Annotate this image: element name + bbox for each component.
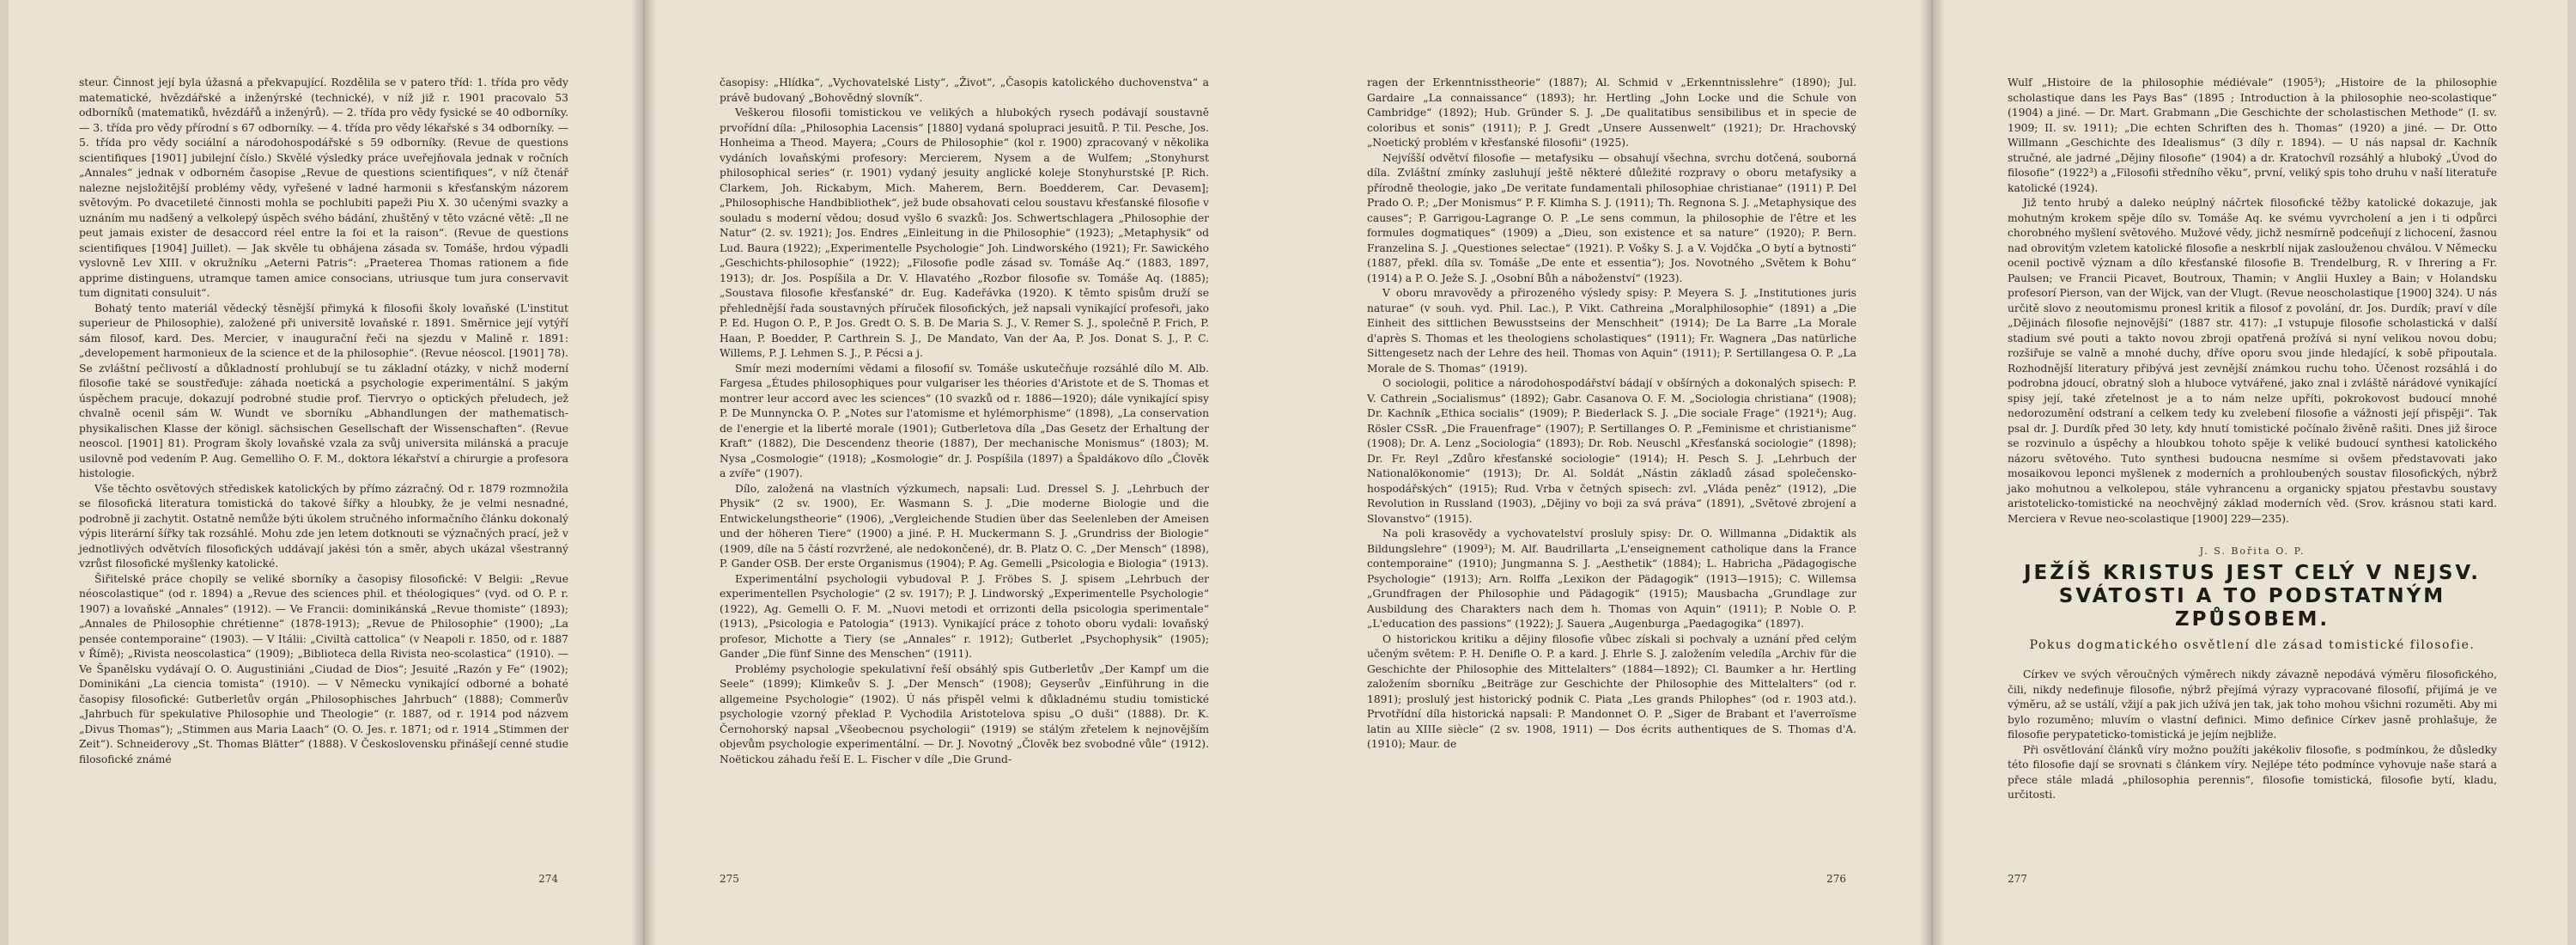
paragraph: Šiřitelské práce chopily se veliké sborníky a časopisy filosofické: V Belgii: „Revue néoscolastique“ (od r. 1894) a „Revue des sciences phil. et théologiques“ (vyd. od O. P. r. 1907) a lovaňské „Annales“ (1912). — Ve Francii: dominikánská „Revue thomiste“ (1893); „Annales de Philosophie chrétienne“ (1878-1913); „Revue de Philosophie“ (1900); „La pensée contemporaine“ (1903). — V Itálii: „Civiltà cattolica“ (v Neapoli r. 1850, od r. 1887 v Římě); „Rivista neoscolastica“ (1909); „Biblioteca della Rivista neo-scolastica“ (1910). — Ve Španělsku vydávají O. O. Augustiniáni „Ciudad de Dios“; Jesuité „Razón y Fe“ (1902); Dominikáni „La ciencia tomista“ (1910). — V Německu vynikající odborné a bohaté časopisy filosofické: Gutberletův orgán „Philosophisches Jahrbuch“ (1888); Commerův „Jahrbuch für spekulative Philosophie und Theologie“ (r. 1887, od r. 1914 pod názvem „Divus Thomas“); „Stimmen aus Maria Laach“ (O. O. Jes. r. 1871; od r. 1914 „Stimmen der Zeit“). Schneiderovy „St. Thomas Blätter“ (1888). V Československu přinášejí cenné studie filosofické známé: [79, 572, 568, 765]
paragraph: V oboru mravovědy a přirozeného výsledy spisy: P. Meyera S. J. „Institutiones juris naturae“ (v souh. vyd. Phil. Lac.), P. Vikt. Cathreina „Moralphilosophie“ (1891) a „Die Einheit des sittlichen Bewusstseins der Menschheit“ (1914); De La Barre „La Morale d'après S. Thomas et les theologiens scholastiques“ (1911); Fr. Wagnera „Das natürliche Sittengesetz nach der Lehre des heil. Thomas von Aquin“ (1911); P. Sertillangesa O. P. „La Morale de S. Thomas“ (1919).: [1367, 287, 1856, 375]
page-276: [1288, 0, 1932, 945]
page-text-column: [1367, 76, 1856, 753]
page-277: [1932, 0, 2576, 945]
paragraph: Vše těchto osvětových střediskek katolických by přímo zázračný. Od r. 1879 rozmnožila se filosofická literatura tomistická do takové šířky a hloubky, že je velmi nesnadné, podrobně ji zachytit. Ostatně nemůže býti úkolem stručného informačního článku dokonalý výpis literární šířky tak rozsáhlé. Mohu zde jen letem dotknouti se význačných prací, jež v jednotlivých odvětvích filosofických uddávají jakési tón a směr, abych ukázal všestranný vzrůst filosofické myšlenky katolické.: [79, 482, 568, 570]
paragraph: Wulf „Histoire de la philosophie médiévale“ (1905³); „Histoire de la philosophie scholastique dans les Pays Bas“ (1895 ; Introduction à la philosophie neo-scolastique“ (1904) a jiné. — Dr. Mart. Grabmann „Die Geschichte der scholastischen Methode“ (I. sv. 1909; II. sv. 1911); „Die echten Schriften des h. Thomas“ (1920) a jiné. — Dr. Otto Willmann „Geschichte des Idealismus“ (3 díly r. 1894). — U nás napsal dr. Kachník stručné, ale jadrné „Dějiny filosofie“ (1904) a dr. Kratochvíl rozsáhlý a hluboký „Úvod do filosofie“ (1922³) a „Filosofii středního věku“, první, veliký spis toho druhu v naší literatuře katolické (1924).: [2008, 76, 2497, 194]
paragraph: Na poli krasovědy a vychovatelství prosluly spisy: Dr. O. Willmanna „Didaktik als Bildungslehre“ (1909³); M. Alf. Baudrillarta „L'enseignement catholique dans la France contemporaine“ (1910); Jungmanna S. J. „Aesthetik“ (1884); L. Habricha „Pädagogische Psychologie“ (1913); Arn. Rolffa „Lexikon der Pädagogik“ (1913—1915); C. Willemsa „Grundfragen der Philosophie und Pädagogik“ (1915); Mausbacha „Grundlage zur Ausbildung des Charakters nach dem h. Thomas von Aquin“ (1911); P. Noble O. P. „L'education des passions“ (1922); J. Sauera „Augenburga „Paedagogika“ (1897).: [1367, 527, 1856, 630]
page-number: 274: [538, 873, 558, 885]
paragraph: Při osvětlování článků víry možno použíti jakékoliv filosofie, s podmínkou, že důsledky této filosofie dají se srovnati s článkem víry. Nejlépe této podmínce vyhovuje naše stará a přece stále mladá „philosophia perennis“, filosofie tomistická, filosofie bytí, kladu, určitosti.: [2008, 743, 2497, 801]
page-274: [0, 0, 644, 945]
page-text-column: [720, 76, 1209, 767]
page-275: [644, 0, 1288, 945]
page-text-column: [79, 76, 568, 767]
page-number: 275: [720, 873, 739, 885]
paragraph: O sociologii, politice a národohospodářství bádají v obšírných a dokonalých spisech: P. V. Cathrein „Socialismus“ (1892); Gabr. Casanova O. F. M. „Sociologia christiana“ (1908); Dr. Kachník „Ethica socialis“ (1909); P. Biederlack S. J. „Die sociale Frage“ (1921⁴); Aug. Rösler CSsR. „Die Frauenfrage“ (1907); P. Sertillanges O. P. „Feminisme et christianisme“ (1908); Dr. A. Lenz „Sociologia“ (1893); Dr. Rob. Neuschl „Křesťanská sociologie“ (1898); Dr. Fr. Reyl „Zdůro křesťanské sociologie“ (1914); H. Pesch S. J. „Lehrbuch der Nationalökonomie“ (1913); Dr. Al. Soldát „Nástin základů zásad společensko-hospodářských“ (1915); Rud. Vrba v četných spisech: zvl. „Vláda peněz“ (1912), „Die Revolution in Russland (1903), „Dějiny vo boji za svá práva“ (1891), „Světové zbrojení a Slovanstvo“ (1915).: [1367, 377, 1856, 525]
page-edge-shadow: [2567, 0, 2576, 945]
page-number: 277: [2008, 873, 2027, 885]
article-byline: J. S. Bořita O. P.: [2199, 546, 2306, 557]
page-edge-shadow: [0, 0, 9, 945]
paragraph: Dílo, založená na vlastních výzkumech, napsali: Lud. Dressel S. J. „Lehrbuch der Physik“ (2 sv. 1900), Er. Wasmann S. J. „Die moderne Biologie und die Entwickelungstheorie“ (1906), „Vergleichende Studien über das Seelenleben der Ameisen und der höheren Tiere“ (1900) a jiné. P. H. Muckermann S. J. „Grundriss der Biologie“ (1909, díle na 5 částí rozvržené, ale nedokončené), dr. B. Platz O. C. „Der Mensch“ (1898), P. Gander OSB. Der erste Organismus (1904); P. Ag. Gemelli „Psicologia e Biologia“ (1913).: [720, 482, 1209, 570]
page-number: 276: [1826, 873, 1846, 885]
paragraph: Problémy psychologie spekulativní řeší obsáhlý spis Gutberletův „Der Kampf um die Seele“ (1899); Klimkeův S. J. „Der Mensch“ (1908); Geyserův „Einführung in die allgemeine Psychologie“ (1902). Ú nás přispěl velmi k důkladnému studiu tomistické psychologie vzorný překlad P. Vychodila Aristotelova spisu „O duši“ (1888). Dr. K. Černohorský napsal „Všeobecnou psychologii“ (1919) se stálým zřetelem k nejnovějším objevům psychologie experimentální. — Dr. J. Novotný „Člověk bez svobodné vůle“ (1912). Noëtickou záhadu řeší E. L. Fischer v díle „Die Grund-: [720, 662, 1209, 765]
paragraph: Bohatý tento materiál vědecký těsnější přimyká k filosofii školy lovaňské (L'institut superieur de Philosophie), založené při universitě lovaňské r. 1891. Směrnice její vytýří sám filosof, kard. Des. Mercier, v inaugurační řeči na sjezdu v Malině r. 1891: „developement harmonieux de la science et de la philosophie“. (Revue néoscol. [1901] 78). Se zvláštní pečlivostí a důkladností prohlubují se tu základní otázky, v nichž moderní filosofie také se soustřeďuje: záhada noetická a psychologie experimentální. S jakým úspěchem pracuje, dokazují podrobné studie prof. Tiervryo o optických přeludech, jež chvalně ocenil sám W. Wundt ve sborníku „Abhandlungen der mathematisch-physikalischen Klasse der königl. sächsischen Gesellschaft der Wissenschaften“. (Revue neoscol. [1901] 81). Program školy lovaňské vzala za svůj universita milánská a pracuje usilovně pod vedením P. Aug. Gemelliho O. F. M., doktora lékařství a chirurgie a profesora histologie.: [79, 302, 568, 479]
paragraph: Smír mezi moderními vědami a filosofií sv. Tomáše uskutečňuje rozsáhlé dílo M. Alb. Fargesa „Études philosophiques pour vulgariser les théories d'Aristote et de S. Thomas et montrer leur accord avec les sciences“ (10 svazků od r. 1886—1920); dále vynikající spisy P. De Munnyncka O. P. „Notes sur l'atomisme et hylémorphisme“ (1898), „La conservation de l'energie et la liberté morale (1901); Gutberletova díla „Das Gesetz der Erhaltung der Kraft“ (1882), Die Descendenz theorie (1887), Der mechanische Monismus“ (1803); M. Nysa „Cosmologie“ (1918); „Kosmologie“ dr. J. Pospíšila (1897) a Špaldákovo dílo „Člověk a zvíře“ (1907).: [720, 362, 1209, 479]
paragraph: Experimentální psychologii vybudoval P. J. Fröbes S. J. spisem „Lehrbuch der experimentellen Psychologie“ (2 sv. 1917); P. J. Lindworský „Experimentelle Psychologie“ (1922), Ag. Gemelli O. F. M. „Nuovi metodi et orrizonti della psicologia sperimentale“ (1913), „Psicologia e Patologia“ (1913). Vynikající práce z tohoto oboru vydali: lovaňský profesor, Michotte a Tiery (se „Annales“ r. 1912); Gutberlet „Psychophysik“ (1905); Gander „Die fünf Sinne des Menschen“ (1911).: [720, 572, 1209, 660]
article-title: JEŽÍŠ KRISTUS JEST CELÝ V NEJSV. SVÁTOSTI A TO PODSTATNÝM ZPŮSOBEM.: [2024, 562, 2481, 631]
paragraph: Veškerou filosofii tomistickou ve velikých a hlubokých rysech podávají soustavně prvořídní díla: „Philosophia Lacensis“ [1880] vydaná spolupraci jesuitů. P. Til. Pesche, Jos. Honheima a Theod. Mayera; „Cours de Philosophie“ (kol r. 1900) zpracovaný v několika vydáních lovaňskými profesory: Mercierem, Nysem a de Wulfem; „Stonyhurst philosophical series“ (r. 1901) vydaný jesuity anglické koleje Stonyhurstské [P. Rich. Clarkem, Joh. Rickabym, Mich. Maherem, Bern. Boedderem, Car. Devasem]; „Philosophische Handbibliothek“, jež bude obsahovati celou soustavu křesťanské filosofie v souladu s moderní vědou; dosud vyšlo 6 svazků: Jos. Schwertschlagera „Philosophie der Natur“ (2. sv. 1921); Jos. Endres „Einleitung in die Philosophie“ (1923); „Metaphysik“ od Lud. Baura (1922); „Experimentelle Psychologie“ Joh. Lindworského (1921); Fr. Sawického „Geschichts-philosophie“ (1922); „Filosofie podle zásad sv. Tomáše Aq.“ (1883, 1897, 1913); dr. Jos. Pospíšila a Dr. V. Hlavatého „Rozbor filosofie sv. Tomáše Aq. (1885); „Soustava filosofie křesťanské“ dr. Eug. Kadeřávka (1920). K těmto spisům druží se přehlednější řada soustavných příruček filosofických, jež napsali vynikající profesoři, jako P. Ed. Hugon O. P., P. Jos. Gredt O. S. B. De Maria S. J., V. Remer S. J., společně P. Frich, P. Haan, P. Boedder, P. Carthrein S. J., De Mandato, Van der Aa, P. Jos. Donat S. J., P. C. Willems, P. J. Lehmen S. J., P. Pécsi a j.: [720, 107, 1209, 359]
paragraph: steur. Činnost její byla úžasná a překvapující. Rozdělila se v patero tříd: 1. třída pro vědy matematické, hvězdářské a inženýrské (technické), v níž již r. 1901 pracovalo 53 odborníků (matematiků, hvězdářů a inženýrů). — 2. třída pro vědy fysické se 40 odborníky. — 3. třída pro vědy přírodní s 67 odborníky. — 4. třída pro vědy lékařské s 34 odborníky. — 5. třída pro vědy sociální a národohospodářské s 59 odborníky. (Revue de questions scientifiques [1901] jubilejní číslo.) Skvělé výsledky práce uveřejňovala jednak v ročních „Annales“ jednak v odborném časopise „Revue de questions scientifiques“, v níž čtenář nalezne nejsložitější problémy vědy, vyřešené v ladné harmonii s křesťanským názorem světovým. Po dvacetileté činnosti mohla se pochlubiti papeži Piu X. 30 učenými svazky a uznáním mu nadšený a velkolepý úspěch svého bádání, zhuštěný v těto vzácné větě: „Il ne peut jamais exister de desaccord réel entre la foi et la raison“. (Revue de questions scientifiques [1904] Juillet). — Jak skvěle tu obhájena zásada sv. Tomáše, hrdou výpadli vyslovně Lev XIII. v okružníku „Aeterni Patris“: „Praeterea Thomas rationem a fide apprime distinguens, utramque tamen amice consocians, utriusque tum jura conservavit tum dignitati consuluit“.: [79, 76, 568, 299]
article-subtitle: Pokus dogmatického osvětlení dle zásad tomistické filosofie.: [2029, 638, 2476, 652]
paragraph: O historickou kritiku a dějiny filosofie vůbec získali si pochvaly a uznání před celým učeným světem: P. H. Denifle O. P. a kard. J. Ehrle S. J. založením veledíla „Archiv für die Geschichte der Philosophie des Mittelalters“ (1884—1892); Cl. Baumker a hr. Hertling založením sborníku „Beiträge zur Geschichte der Philosophie des Mittelalters“ (od r. 1891); proslulý jest historický podnik C. Piata „Les grands Philophes“ (od r. 1903 atd.). Prvotřídní díla historická napsali: P. Mandonnet O. P. „Siger de Brabant et l'averroïsme latin au XIIIe siècle“ (2 sv. 1908, 1911) — Dos écrits authentiques de S. Thomas d'A. (1910); Maur. de: [1367, 632, 1856, 750]
paragraph: Již tento hrubý a daleko neúplný náčrtek filosofické těžby katolické dokazuje, jak mohutným krokem spěje dílo sv. Tomáše Aq. ke svému vyvrcholení a jen i ti odpůrci chorobného myšlení světového. Mužové vědy, jichž nesmírně podceňují z lichocení, žasnou nad obrovitým vzletem katolické filosofie a neskrblí nijak zaslouženou chválou. V Německu ocenil poctivě význam a dílo křesťanské filosofie B. Trendelburg, R. v Ihrering a Fr. Paulsen; ve Francii Picavet, Boutroux, Thamin; v Anglii Huxley a Bain; v Holandsku profesorí Pierson, van der Wijck, van der Vlugt. (Revue neoscholastique [1900] 324). U nás určitě slovo z neoutomismu pronesl kritik a filosof z povolání, dr. Jos. Durdík; praví v díle „Dějinách filosofie nejnovější“ (1887 str. 417): „I vstupuje filosofie scholastická v další stadium své pouti a takto novou zbroji opatřená prožívá si nyní velikou novou dobu; rozšiřuje se valně a mnohé duchy, dříve oporu svou jinde hledající, k sobě připoutala. Rozhodnější literatury přibývá jest zevnější známkou ruchu toho. Účenost rozsáhlá i do podrobna jdoucí, obratný sloh a hluboce vytvářené, jako znal i zvláště nárádové vynikající spisy její, také zřetelnost je a to nám nelze upříti, pokrokovost budoucí mnohé nedorozumění odstraní a celkem tedy ku zvelebení filosofie a vážnosti její přispěji“. Tak psal dr. J. Durdík před 30 lety, kdy hnutí tomistické počínalo živěně rašiti. Dnes již široce se rozvinulo a úspěchy a hloubkou tohoto spěje k veliké budoucí synthesi katolického názoru světového. Tuto synthesi budoucna nesmíme si ovšem představovati jako mosaikovou leponci myšlenek z moderních a prohloubených soustav filosofických, nýbrž jako mohutnou a velkolepou, stále vyhrancenu a organicky spjatou přestavbu soustavy aristotelicko-tomistické na neochvějný základ moderních věd. (Srov. krásnou stati kard. Merciera v Revue neo-scolastique [1900] 229—235).: [2008, 197, 2497, 525]
paragraph: Nejvíšší odvětví filosofie — metafysiku — obsahují všechna, svrchu dotčená, souborná díla. Zvláštní zmínky zasluhují ještě některé důležité rozpravy o oboru metafysiky a přírodně theologie, jako „De veritate fundamentali philosophiae christianae“ (1911) P. Del Prado O. P.; „Der Monismus“ P. F. Klimha S. J. (1911); Th. Regnona S. J. „Metaphysique des causes“; P. Garrigou-Lagrange O. P. „Le sens commun, la philosophie de l'être et les formules dogmatiques“ (1909) a „Dieu, son existence et sa nature“ (1920); P. Bern. Franzelina S. J. „Questiones selectae“ (1921). P. Vošky S. J. a V. Vojdčka „O bytí a bytnosti“ (1887, překl. díla sv. Tomáše „De ente et essentia“); Jos. Novotného „Světem k Bohu“ (1914) a P. O. Ježe S. J. „Osobní Bůh a náboženství“ (1923).: [1367, 151, 1856, 284]
paragraph: Církev ve svých věroučných výměrech nikdy závazně nepodává výměru filosofického, čili, nikdy nedefinuje filosofie, nýbrž přejímá výrazy vypracované filosofií, přijímá je ve výměru, až se ustálí, vžijí a pak jich užívá jen tak, jak toho mohou všichni rozuměti. Aby mi bylo rozuměno; mluvím o vlastní definici. Mimo definice Církev jasně prohlašuje, že filosofie perypateticko-tomistická je jejím nejbliže.: [2008, 668, 2497, 741]
paragraph: časopisy: „Hlídka“, „Vychovatelské Listy“, „Život“, „Časopis katolického duchovenstva“ a právě budovaný „Bohovědný slovník“.: [720, 76, 1209, 104]
spread-right: [1288, 0, 2576, 945]
paragraph: ragen der Erkenntnisstheorie“ (1887); Al. Schmid v „Erkenntnisslehre“ (1890); Jul. Gardaire „La connaissance“ (1893); hr. Hertling „John Locke und die Schule von Cambridge“ (1892); Hub. Gründer S. J. „De qualitatibus sensibilibus et in specie de coloribus et sonis“ (1911); P. J. Gredt „Unsere Aussenwelt“ (1921); Dr. Hrachovský „Noetický problém v křesťanské filosofii“ (1925).: [1367, 76, 1856, 149]
page-text-column: [2008, 76, 2497, 803]
